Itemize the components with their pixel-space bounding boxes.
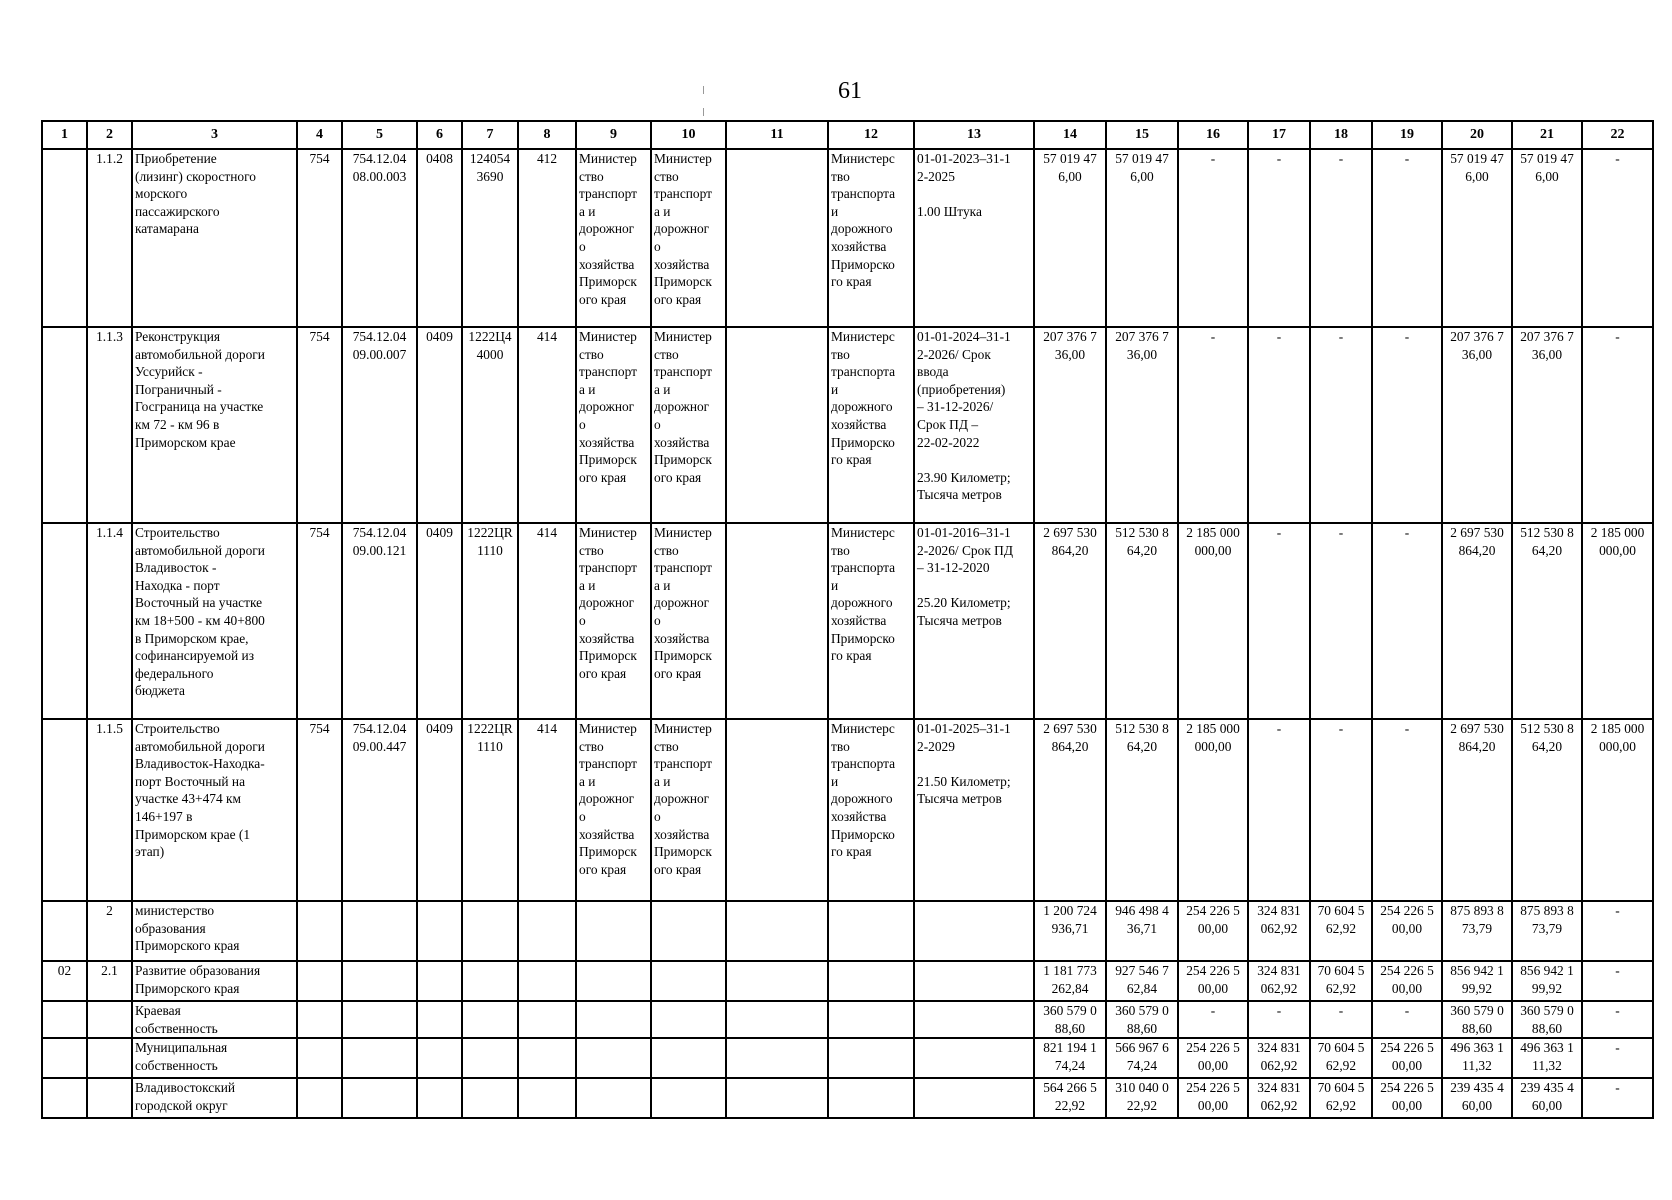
cell-col-20: 856 942 1 99,92 [1442,961,1512,1001]
cell-col-14: 207 376 7 36,00 [1034,327,1106,523]
cell-col-15: 946 498 4 36,71 [1106,901,1178,961]
cell-col-8: 414 [518,523,576,719]
cell-col-2 [87,1078,132,1118]
cell-col-5: 754.12.04 09.00.121 [342,523,417,719]
table-row [42,901,1653,961]
column-header-2: 2 [87,121,132,149]
cell-col-18: - [1310,149,1372,327]
cell-col-6 [417,961,462,1001]
cell-col-4 [297,1001,342,1038]
cell-col-11 [726,149,828,327]
cell-col-9: Министер ство транспорт а и дорожног о хозяйства Приморск ого края [576,327,651,523]
cell-col-7 [462,1078,518,1118]
cell-col-16: 254 226 5 00,00 [1178,1038,1248,1078]
cell-col-13: 01-01-2024–31-1 2-2026/ Срок ввода (приобретения) – 31-12-2026/ Срок ПД – 22-02-2022 23.90 Километр; Тысяча метров [914,327,1034,523]
cell-col-7: 1222ЦR 1110 [462,719,518,901]
cell-col-15: 927 546 7 62,84 [1106,961,1178,1001]
cell-col-3: Строительство автомобильной дороги Владивосток-Находка- порт Восточный на участке 43+474 км 146+197 в Приморском крае (1 этап) [132,719,297,901]
cell-col-19: 254 226 5 00,00 [1372,1038,1442,1078]
cell-col-16: - [1178,327,1248,523]
cell-col-15: 207 376 7 36,00 [1106,327,1178,523]
cell-col-17: 324 831 062,92 [1248,1078,1310,1118]
cell-col-11 [726,961,828,1001]
cell-col-6 [417,1038,462,1078]
cell-col-15: 57 019 47 6,00 [1106,149,1178,327]
cell-col-8 [518,961,576,1001]
cell-col-19: - [1372,327,1442,523]
cell-col-18: 70 604 5 62,92 [1310,901,1372,961]
cell-col-7 [462,961,518,1001]
cell-col-5 [342,1078,417,1118]
cell-col-1 [42,1038,87,1078]
cell-col-12: Министерс тво транспорта и дорожного хозяйства Приморско го края [828,719,914,901]
cell-col-21: 512 530 8 64,20 [1512,523,1582,719]
cell-col-19: - [1372,719,1442,901]
column-header-22: 22 [1582,121,1653,149]
cell-col-1 [42,149,87,327]
cell-col-4: 754 [297,523,342,719]
cell-col-22: - [1582,961,1653,1001]
table-row [42,149,1653,327]
column-header-16: 16 [1178,121,1248,149]
cell-col-21: 496 363 1 11,32 [1512,1038,1582,1078]
cell-col-18: 70 604 5 62,92 [1310,961,1372,1001]
cell-col-3: Краевая собственность [132,1001,297,1038]
cell-col-10 [651,1038,726,1078]
fold-mark [703,86,704,94]
cell-col-7: 124054 3690 [462,149,518,327]
column-header-1: 1 [42,121,87,149]
column-number-row [42,121,1653,149]
cell-col-7 [462,1001,518,1038]
column-header-14: 14 [1034,121,1106,149]
cell-col-18: - [1310,719,1372,901]
cell-col-17: 324 831 062,92 [1248,901,1310,961]
cell-col-22: - [1582,1038,1653,1078]
table-row [42,1001,1653,1038]
cell-col-5 [342,901,417,961]
column-header-15: 15 [1106,121,1178,149]
cell-col-8 [518,1001,576,1038]
cell-col-6: 0408 [417,149,462,327]
cell-col-17: - [1248,149,1310,327]
cell-col-14: 360 579 0 88,60 [1034,1001,1106,1038]
cell-col-5: 754.12.04 08.00.003 [342,149,417,327]
cell-col-3: Муниципальная собственность [132,1038,297,1078]
cell-col-1 [42,327,87,523]
cell-col-22: 2 185 000 000,00 [1582,719,1653,901]
cell-col-13 [914,1078,1034,1118]
cell-col-17: 324 831 062,92 [1248,961,1310,1001]
cell-col-9 [576,1001,651,1038]
cell-col-6: 0409 [417,523,462,719]
cell-col-4: 754 [297,149,342,327]
cell-col-15: 310 040 0 22,92 [1106,1078,1178,1118]
cell-col-6 [417,1078,462,1118]
cell-col-2 [87,1038,132,1078]
cell-col-19: 254 226 5 00,00 [1372,901,1442,961]
cell-col-13 [914,1038,1034,1078]
column-header-4: 4 [297,121,342,149]
cell-col-21: 57 019 47 6,00 [1512,149,1582,327]
cell-col-20: 2 697 530 864,20 [1442,523,1512,719]
table-row [42,523,1653,719]
column-header-20: 20 [1442,121,1512,149]
cell-col-22: - [1582,1078,1653,1118]
cell-col-19: - [1372,149,1442,327]
page-number: 61 [838,78,862,104]
cell-col-8: 414 [518,719,576,901]
cell-col-12: Министерс тво транспорта и дорожного хозяйства Приморско го края [828,327,914,523]
table-row [42,327,1653,523]
cell-col-10: Министер ство транспорт а и дорожног о хозяйства Приморск ого края [651,719,726,901]
cell-col-17: 324 831 062,92 [1248,1038,1310,1078]
cell-col-21: 856 942 1 99,92 [1512,961,1582,1001]
cell-col-10: Министер ство транспорт а и дорожног о хозяйства Приморск ого края [651,149,726,327]
cell-col-10 [651,1078,726,1118]
cell-col-14: 564 266 5 22,92 [1034,1078,1106,1118]
cell-col-5: 754.12.04 09.00.447 [342,719,417,901]
cell-col-17: - [1248,719,1310,901]
cell-col-21: 875 893 8 73,79 [1512,901,1582,961]
column-header-13: 13 [914,121,1034,149]
cell-col-5 [342,961,417,1001]
cell-col-2: 1.1.3 [87,327,132,523]
cell-col-17: - [1248,1001,1310,1038]
cell-col-12: Министерс тво транспорта и дорожного хозяйства Приморско го края [828,149,914,327]
cell-col-2: 1.1.2 [87,149,132,327]
cell-col-5 [342,1038,417,1078]
table-row [42,961,1653,1001]
cell-col-16: 254 226 5 00,00 [1178,961,1248,1001]
cell-col-4 [297,1038,342,1078]
cell-col-16: 2 185 000 000,00 [1178,719,1248,901]
cell-col-20: 496 363 1 11,32 [1442,1038,1512,1078]
column-header-5: 5 [342,121,417,149]
table-row [42,1078,1653,1118]
cell-col-14: 2 697 530 864,20 [1034,523,1106,719]
cell-col-9: Министер ство транспорт а и дорожног о хозяйства Приморск ого края [576,719,651,901]
cell-col-20: 239 435 4 60,00 [1442,1078,1512,1118]
cell-col-19: - [1372,523,1442,719]
cell-col-4: 754 [297,327,342,523]
cell-col-14: 2 697 530 864,20 [1034,719,1106,901]
cell-col-12: Министерс тво транспорта и дорожного хозяйства Приморско го края [828,523,914,719]
cell-col-13: 01-01-2025–31-1 2-2029 21.50 Километр; Тысяча метров [914,719,1034,901]
cell-col-12 [828,1038,914,1078]
column-header-21: 21 [1512,121,1582,149]
cell-col-7 [462,1038,518,1078]
column-header-11: 11 [726,121,828,149]
cell-col-2: 2 [87,901,132,961]
cell-col-4 [297,961,342,1001]
cell-col-3: Владивостокский городской округ [132,1078,297,1118]
cell-col-8 [518,1078,576,1118]
cell-col-16: 254 226 5 00,00 [1178,901,1248,961]
cell-col-7: 1222Ц4 4000 [462,327,518,523]
cell-col-1 [42,901,87,961]
cell-col-6: 0409 [417,719,462,901]
cell-col-1 [42,1078,87,1118]
column-header-10: 10 [651,121,726,149]
cell-col-22: - [1582,1001,1653,1038]
cell-col-20: 360 579 0 88,60 [1442,1001,1512,1038]
cell-col-19: 254 226 5 00,00 [1372,961,1442,1001]
cell-col-10 [651,1001,726,1038]
cell-col-12 [828,961,914,1001]
table-row [42,1038,1653,1078]
column-header-17: 17 [1248,121,1310,149]
cell-col-11 [726,523,828,719]
cell-col-14: 1 200 724 936,71 [1034,901,1106,961]
cell-col-19: 254 226 5 00,00 [1372,1078,1442,1118]
cell-col-4 [297,1078,342,1118]
cell-col-4: 754 [297,719,342,901]
cell-col-16: - [1178,1001,1248,1038]
cell-col-21: 239 435 4 60,00 [1512,1078,1582,1118]
cell-col-18: - [1310,327,1372,523]
cell-col-7 [462,901,518,961]
cell-col-15: 360 579 0 88,60 [1106,1001,1178,1038]
cell-col-14: 57 019 47 6,00 [1034,149,1106,327]
cell-col-12 [828,901,914,961]
cell-col-9 [576,1078,651,1118]
register-table [41,120,1654,1119]
cell-col-9: Министер ство транспорт а и дорожног о хозяйства Приморск ого края [576,149,651,327]
cell-col-13 [914,961,1034,1001]
cell-col-20: 2 697 530 864,20 [1442,719,1512,901]
cell-col-9 [576,901,651,961]
cell-col-15: 512 530 8 64,20 [1106,719,1178,901]
cell-col-8 [518,1038,576,1078]
cell-col-3: Развитие образования Приморского края [132,961,297,1001]
table-row [42,719,1653,901]
cell-col-3: Реконструкция автомобильной дороги Уссурийск - Пограничный - Госграница на участке км 72 - км 96 в Приморском крае [132,327,297,523]
cell-col-15: 566 967 6 74,24 [1106,1038,1178,1078]
cell-col-18: - [1310,523,1372,719]
cell-col-11 [726,1038,828,1078]
cell-col-6: 0409 [417,327,462,523]
cell-col-14: 1 181 773 262,84 [1034,961,1106,1001]
column-header-12: 12 [828,121,914,149]
cell-col-21: 512 530 8 64,20 [1512,719,1582,901]
cell-col-10: Министер ство транспорт а и дорожног о хозяйства Приморск ого края [651,523,726,719]
cell-col-18: - [1310,1001,1372,1038]
cell-col-11 [726,1078,828,1118]
cell-col-2: 1.1.4 [87,523,132,719]
cell-col-18: 70 604 5 62,92 [1310,1038,1372,1078]
cell-col-4 [297,901,342,961]
cell-col-8: 414 [518,327,576,523]
cell-col-7: 1222ЦR 1110 [462,523,518,719]
cell-col-9: Министер ство транспорт а и дорожног о хозяйства Приморск ого края [576,523,651,719]
cell-col-5 [342,1001,417,1038]
cell-col-13: 01-01-2016–31-1 2-2026/ Срок ПД – 31-12-2020 25.20 Километр; Тысяча метров [914,523,1034,719]
cell-col-22: - [1582,149,1653,327]
cell-col-8: 412 [518,149,576,327]
cell-col-11 [726,719,828,901]
cell-col-19: - [1372,1001,1442,1038]
cell-col-21: 207 376 7 36,00 [1512,327,1582,523]
cell-col-6 [417,901,462,961]
cell-col-3: министерство образования Приморского края [132,901,297,961]
cell-col-2 [87,1001,132,1038]
column-header-19: 19 [1372,121,1442,149]
cell-col-10: Министер ство транспорт а и дорожног о хозяйства Приморск ого края [651,327,726,523]
cell-col-18: 70 604 5 62,92 [1310,1078,1372,1118]
cell-col-17: - [1248,327,1310,523]
cell-col-20: 57 019 47 6,00 [1442,149,1512,327]
cell-col-22: - [1582,901,1653,961]
cell-col-16: 2 185 000 000,00 [1178,523,1248,719]
cell-col-9 [576,961,651,1001]
cell-col-1: 02 [42,961,87,1001]
cell-col-13 [914,901,1034,961]
cell-col-1 [42,719,87,901]
cell-col-1 [42,523,87,719]
cell-col-21: 360 579 0 88,60 [1512,1001,1582,1038]
cell-col-11 [726,1001,828,1038]
column-header-6: 6 [417,121,462,149]
cell-col-6 [417,1001,462,1038]
cell-col-16: - [1178,149,1248,327]
cell-col-20: 207 376 7 36,00 [1442,327,1512,523]
cell-col-8 [518,901,576,961]
column-header-8: 8 [518,121,576,149]
cell-col-17: - [1248,523,1310,719]
cell-col-11 [726,901,828,961]
cell-col-12 [828,1001,914,1038]
column-header-9: 9 [576,121,651,149]
cell-col-22: - [1582,327,1653,523]
fold-mark [703,108,704,116]
cell-col-15: 512 530 8 64,20 [1106,523,1178,719]
cell-col-1 [42,1001,87,1038]
cell-col-22: 2 185 000 000,00 [1582,523,1653,719]
column-header-7: 7 [462,121,518,149]
cell-col-10 [651,961,726,1001]
cell-col-16: 254 226 5 00,00 [1178,1078,1248,1118]
cell-col-2: 1.1.5 [87,719,132,901]
cell-col-14: 821 194 1 74,24 [1034,1038,1106,1078]
column-header-3: 3 [132,121,297,149]
cell-col-13: 01-01-2023–31-1 2-2025 1.00 Штука [914,149,1034,327]
cell-col-12 [828,1078,914,1118]
cell-col-11 [726,327,828,523]
cell-col-5: 754.12.04 09.00.007 [342,327,417,523]
column-header-18: 18 [1310,121,1372,149]
cell-col-13 [914,1001,1034,1038]
cell-col-2: 2.1 [87,961,132,1001]
cell-col-9 [576,1038,651,1078]
cell-col-20: 875 893 8 73,79 [1442,901,1512,961]
cell-col-3: Приобретение (лизинг) скоростного морского пассажирского катамарана [132,149,297,327]
table-body [42,149,1653,1118]
cell-col-10 [651,901,726,961]
cell-col-3: Строительство автомобильной дороги Владивосток - Находка - порт Восточный на участке км 18+500 - км 40+800 в Приморском крае, софинансируемой из федерального бюджета [132,523,297,719]
